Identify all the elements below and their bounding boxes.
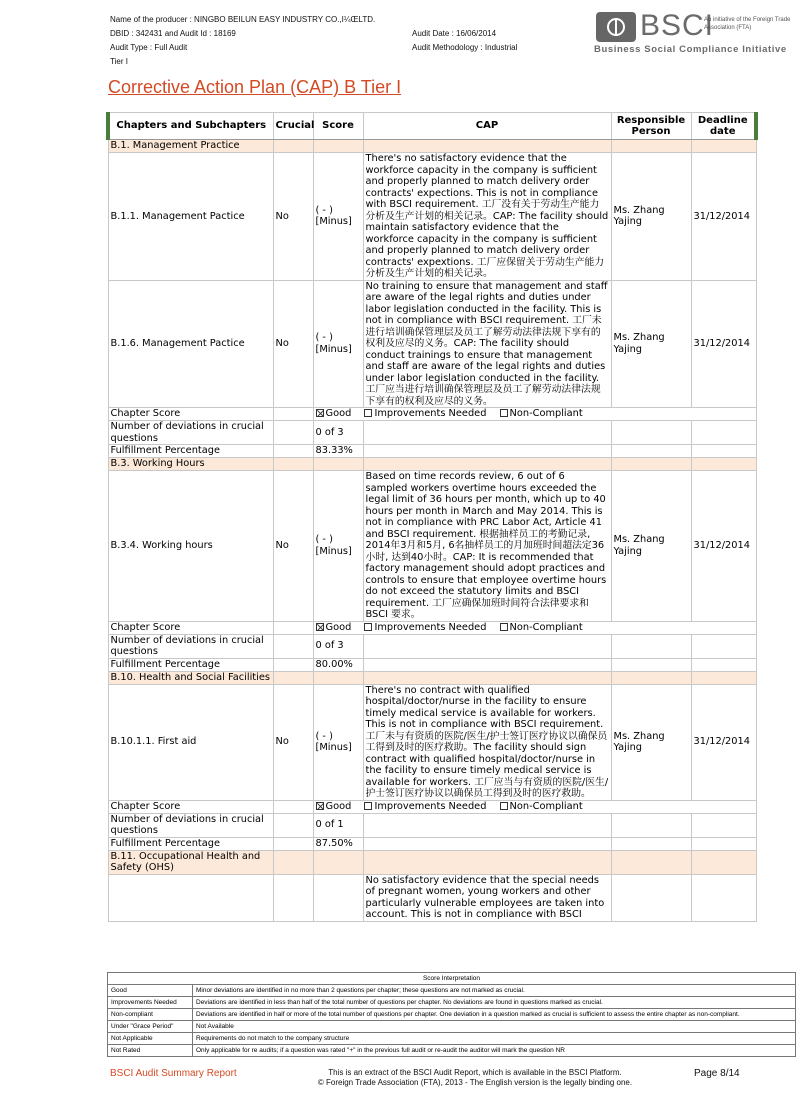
option-noncompliant: Non-Compliant	[509, 408, 583, 420]
page-title: Corrective Action Plan (CAP) B Tier I	[108, 77, 402, 97]
unchecked-box-icon	[500, 409, 508, 417]
col-header-responsible: Responsible Person	[611, 113, 691, 140]
logo-tagline: An initiative of the Foreign Trade Association (FTA)	[704, 17, 791, 31]
deviations-value: 0 of 1	[313, 813, 363, 837]
responsible-cell: Ms. Zhang Yajing	[611, 471, 691, 622]
deviations-row	[108, 634, 756, 658]
option-improvements: Improvements Needed	[374, 408, 487, 420]
legend-definition: Minor deviations are identified in no more than 2 questions per chapter; these questions are not marked as crucial.	[193, 985, 796, 997]
deviations-row	[108, 421, 756, 445]
legend-term: Not Applicable	[108, 1033, 193, 1045]
legend-term: Improvements Needed	[108, 997, 193, 1009]
footer-report-name: BSCI Audit Summary Report	[110, 1068, 237, 1079]
section-title: B.1. Management Practice	[108, 140, 273, 153]
fulfillment-label: Fulfillment Percentage	[108, 837, 273, 850]
cap-cell: There's no satisfactory evidence that the workforce capacity in the company is sufficient and properly planned to match delivery order contracts' expections. This is not in compliance with BSCI requirement. 工厂没有关于劳动生产能力分析及生产计划的相关记录。CAP: The facility should maintain satisfactory evidence that the workforce capacity in the company is sufficient and properly planned to match delivery order contracts' expextions. 工厂应保留关于劳动生产能力分析及生产计划的相关记录。	[363, 153, 611, 281]
legend-term: Under "Grace Period"	[108, 1021, 193, 1033]
deadline-cell	[691, 874, 756, 921]
crucial-cell: No	[273, 471, 313, 622]
bsci-logo	[594, 9, 796, 58]
legend-row	[108, 997, 796, 1009]
globe-icon	[596, 12, 636, 42]
crucial-cell	[273, 874, 313, 921]
producer-name: Name of the producer : NINGBO BEILUN EASY INDUSTRY CO.,I¼ŒLTD.	[110, 15, 376, 24]
section-row	[108, 140, 756, 153]
deadline-cell: 31/12/2014	[691, 153, 756, 281]
deadline-cell: 31/12/2014	[691, 684, 756, 800]
audit-date: Audit Date : 16/06/2014	[412, 29, 497, 38]
option-noncompliant: Non-Compliant	[509, 621, 583, 633]
fulfillment-value: 87.50%	[313, 837, 363, 850]
section-title: B.10. Health and Social Facilities	[108, 671, 273, 684]
checked-box-icon	[316, 409, 324, 417]
score-options	[313, 800, 756, 813]
legend-definition: Requirements do not match to the company structure	[193, 1033, 796, 1045]
section-title: B.3. Working Hours	[108, 458, 273, 471]
unchecked-box-icon	[500, 623, 508, 631]
deadline-cell: 31/12/2014	[691, 280, 756, 408]
section-row	[108, 671, 756, 684]
chapter-score-row	[108, 621, 756, 634]
table-row	[108, 471, 756, 622]
crucial-cell: No	[273, 684, 313, 800]
deviations-value: 0 of 3	[313, 421, 363, 445]
score-cell: ( - ) [Minus]	[313, 684, 363, 800]
chapter-score-row	[108, 408, 756, 421]
score-cell	[313, 874, 363, 921]
crucial-cell: No	[273, 153, 313, 281]
legend-title: Score Interpretation	[108, 973, 796, 985]
responsible-cell	[611, 874, 691, 921]
cap-cell: There's no contract with qualified hospital/doctor/nurse in the facility to ensure timely medical service is available for workers. This is not in compliance with BSCI requirement. 工厂未与有资质的医院/医生/护士签订医疗协议以确保员工得到及时的医疗救助。The facility should sign contract with qualified hospital/doctor/nurse in the facility to ensure timely medical service is available for workers. 工厂应当与有资质的医院/医生/护士签订医疗协议以确保员工得到及时的医疗救助。	[363, 684, 611, 800]
legend-row	[108, 1033, 796, 1045]
option-improvements: Improvements Needed	[374, 621, 487, 633]
fulfillment-row	[108, 837, 756, 850]
option-good: Good	[325, 621, 352, 633]
section-row	[108, 458, 756, 471]
fulfillment-label: Fulfillment Percentage	[108, 658, 273, 671]
crucial-cell: No	[273, 280, 313, 408]
fulfillment-label: Fulfillment Percentage	[108, 445, 273, 458]
cap-table	[106, 112, 758, 922]
score-interpretation-table	[107, 972, 796, 1057]
section-row	[108, 850, 756, 874]
fulfillment-row	[108, 658, 756, 671]
option-noncompliant: Non-Compliant	[509, 800, 583, 812]
table-row	[108, 280, 756, 408]
legend-definition: Only applicable for re audits; if a question was rated "+" in the previous full audit or re-audit the auditor will mark the question NR	[193, 1045, 796, 1057]
legend-term: Not Rated	[108, 1045, 193, 1057]
chapter-cell: B.10.1.1. First aid	[108, 684, 273, 800]
col-header-cap: CAP	[363, 113, 611, 140]
unchecked-box-icon	[364, 623, 372, 631]
legend-row	[108, 985, 796, 997]
chapter-cell: B.3.4. Working hours	[108, 471, 273, 622]
score-cell: ( - ) [Minus]	[313, 280, 363, 408]
col-header-deadline: Deadline date	[691, 113, 756, 140]
unchecked-box-icon	[364, 409, 372, 417]
checked-box-icon	[316, 623, 324, 631]
chapter-score-label: Chapter Score	[108, 408, 273, 421]
footer-notice	[300, 1068, 650, 1088]
responsible-cell: Ms. Zhang Yajing	[611, 153, 691, 281]
option-good: Good	[325, 408, 352, 420]
audit-type: Audit Type : Full Audit	[110, 43, 188, 52]
responsible-cell: Ms. Zhang Yajing	[611, 684, 691, 800]
page-number: Page 8/14	[694, 1068, 740, 1079]
col-header-score: Score	[313, 113, 363, 140]
legend-term: Non-compliant	[108, 1009, 193, 1021]
table-row	[108, 684, 756, 800]
section-title: B.11. Occupational Health and Safety (OHS)	[108, 850, 273, 874]
legend-definition: Deviations are identified in less than half of the total number of questions per chapter. No deviations are found in questions marked as crucial.	[193, 997, 796, 1009]
unchecked-box-icon	[500, 802, 508, 810]
logo-wordmark: BSCI	[640, 9, 715, 42]
table-row	[108, 153, 756, 281]
audit-methodology: Audit Methodology : Industrial	[412, 43, 518, 52]
table-row	[108, 874, 756, 921]
deviations-label: Number of deviations in crucial questions	[108, 421, 273, 445]
chapter-score-row	[108, 800, 756, 813]
unchecked-box-icon	[364, 802, 372, 810]
checked-box-icon	[316, 802, 324, 810]
tier: Tier I	[110, 57, 128, 66]
responsible-cell: Ms. Zhang Yajing	[611, 280, 691, 408]
legend-term: Good	[108, 985, 193, 997]
deviations-value: 0 of 3	[313, 634, 363, 658]
legend-row	[108, 1009, 796, 1021]
score-cell: ( - ) [Minus]	[313, 471, 363, 622]
fulfillment-row	[108, 445, 756, 458]
col-header-crucial: Crucial	[273, 113, 313, 140]
chapter-score-label: Chapter Score	[108, 800, 273, 813]
cap-cell: No satisfactory evidence that the special needs of pregnant women, young workers and other particularly vulnerable employees are taken into account. This is not in compliance with BSCI	[363, 874, 611, 921]
chapter-score-label: Chapter Score	[108, 621, 273, 634]
chapter-cell	[108, 874, 273, 921]
score-options	[313, 408, 756, 421]
footer-notice-line2: © Foreign Trade Association (FTA), 2013 - The English version is the legally binding one.	[317, 1078, 633, 1087]
fulfillment-value: 80.00%	[313, 658, 363, 671]
score-cell: ( - ) [Minus]	[313, 153, 363, 281]
chapter-cell: B.1.6. Management Pactice	[108, 280, 273, 408]
deviations-label: Number of deviations in crucial questions	[108, 813, 273, 837]
legend-definition: Not Available	[193, 1021, 796, 1033]
option-improvements: Improvements Needed	[374, 800, 487, 812]
deviations-row	[108, 813, 756, 837]
legend-definition: Deviations are identified in half or more of the total number of questions per chapter. One deviation in a question marked as crucial is sufficient to assess the entire chapter as non-compliant.	[193, 1009, 796, 1021]
legend-row	[108, 1045, 796, 1057]
logo-subtitle: Business Social Compliance Initiative	[594, 44, 787, 55]
option-good: Good	[325, 800, 352, 812]
chapter-cell: B.1.1. Management Pactice	[108, 153, 273, 281]
fulfillment-value: 83.33%	[313, 445, 363, 458]
cap-cell: Based on time records review, 6 out of 6 sampled workers overtime hours exceeded the legal limit of 36 hours per month, which up to 40 hours per month in March and May 2014. This is not in compliance with PRC Labor Act, Article 41 and BSCI requirement. 根据抽样员工的考勤记录, 2014年3月和5月, 6名抽样员工的月加班时间超法定36小时, 达到40小时。CAP: It is recommended that factory management should adopt practices and controls to ensure that employee overtime hours do not exceed the statutory limits and BSCI requirement. 工厂应确保加班时间符合法律要求和BSCI 要求。	[363, 471, 611, 622]
score-options	[313, 621, 756, 634]
table-header-row	[108, 113, 756, 140]
deadline-cell: 31/12/2014	[691, 471, 756, 622]
dbid: DBID : 342431 and Audit Id : 18169	[110, 29, 236, 38]
footer-notice-line1: This is an extract of the BSCI Audit Report, which is available in the BSCI Platform.	[328, 1068, 622, 1077]
cap-cell: No training to ensure that management and staff are aware of the legal rights and duties under labor legislation conducted in the facility. This is not in compliance with BSCI requirement. 工厂未进行培训确保管理层及员工了解劳动法律法规下享有的权利及应尽的义务。CAP: The facility should conduct trainings to ensure that management and staff are aware of the legal rights and duties under labor legislation conducted in the facility. 工厂应当进行培训确保管理层及员工了解劳动法律法规下享有的权利及应尽的义务。	[363, 280, 611, 408]
col-header-chapters: Chapters and Subchapters	[108, 113, 273, 140]
deviations-label: Number of deviations in crucial questions	[108, 634, 273, 658]
legend-row	[108, 1021, 796, 1033]
